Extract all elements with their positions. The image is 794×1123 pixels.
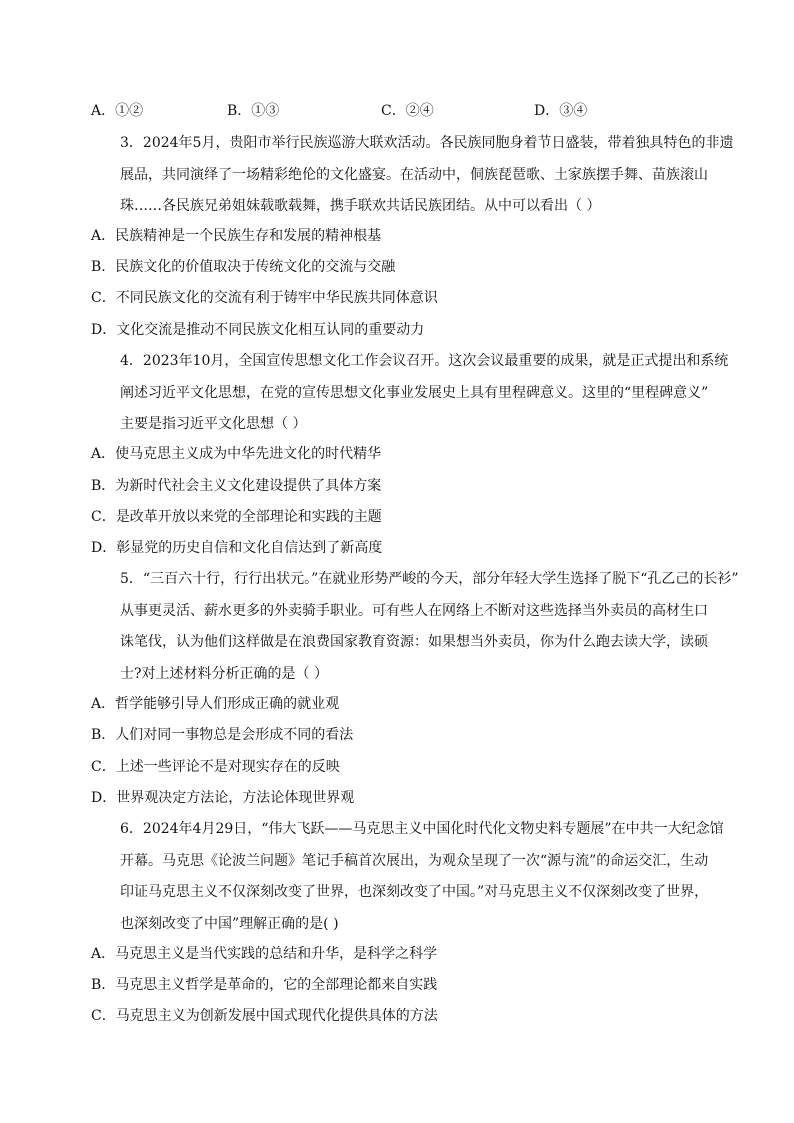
- q4-option-b: B．为新时代社会主义文化建设提供了具体方案: [91, 478, 382, 494]
- option-d: D．③④: [534, 103, 588, 119]
- stem-line: 珠……各民族兄弟姐妹载歌载舞，携手联欢共话民族团结。从中可以看出（ ）: [120, 198, 601, 214]
- stem-line: 6．2024年4月29日，“伟大飞跃——马克思主义中国化时代化文物史料专题展”在中共一大纪念馆: [120, 821, 724, 837]
- stem-line: 印证马克思主义不仅深刻改变了世界，也深刻改变了中国。”对马克思主义不仅深刻改变了世界，: [120, 884, 709, 900]
- q4-option-a: A．使马克思主义成为中华先进文化的时代精华: [91, 446, 382, 462]
- stem-line: 4．2023年10月，全国宣传思想文化工作会议召开。这次会议最重要的成果，就是正式提出和系统: [120, 353, 729, 369]
- stem-line: 也深刻改变了中国”理解正确的是( ): [120, 915, 339, 932]
- q5-option-b: B．人们对同一事物总是会形成不同的看法: [91, 727, 354, 743]
- stem-line: 诛笔伐，认为他们这样做是在浪费国家教育资源：如果想当外卖员，你为什么跑去读大学，读硕: [120, 634, 708, 650]
- question-3-stem: [120, 128, 734, 223]
- stem-line: 阐述习近平文化思想，在党的宣传思想文化事业发展史上具有里程碑意义。这里的“里程碑意义”: [120, 384, 709, 401]
- q6-option-b: B．马克思主义哲学是革命的，它的全部理论都来自实践: [91, 977, 438, 993]
- question-4-stem: [120, 346, 730, 441]
- stem-line: 主要是指习近平文化思想（ ）: [120, 416, 307, 432]
- q4-option-d: D．彰显党的历史自信和文化自信达到了新高度: [91, 540, 383, 556]
- stem-line: 3．2024年5月，贵阳市举行民族巡游大联欢活动。各民族同胞身着节日盛装，带着独具特色的非遗: [120, 135, 734, 151]
- q5-option-a: A．哲学能够引导人们形成正确的就业观: [91, 696, 340, 712]
- q3-option-a: A．民族精神是一个民族生存和发展的精神根基: [91, 228, 382, 244]
- prev-question-options: [91, 100, 711, 120]
- question-6-stem: [120, 814, 730, 940]
- stem-line: 从事更灵活、薪水更多的外卖骑手职业。可有些人在网络上不断对这些选择当外卖员的高材生口: [120, 602, 708, 619]
- option-c: C．②④: [381, 103, 434, 119]
- q4-option-c: C．是改革开放以来党的全部理论和实践的主题: [91, 509, 382, 525]
- q3-option-b: B．民族文化的价值取决于传统文化的交流与交融: [91, 259, 396, 275]
- stem-line: 开幕。马克思《论波兰问题》笔记手稿首次展出，为观众呈现了一次“源与流”的命运交汇，生动: [120, 852, 709, 869]
- stem-line: 士?对上述材料分析正确的是（ ）: [120, 665, 328, 682]
- q3-option-d: D．文化交流是推动不同民族文化相互认同的重要动力: [91, 322, 425, 338]
- q5-option-c: C．上述一些评论不是对现实存在的反映: [91, 759, 340, 775]
- q5-option-d: D．世界观决定方法论，方法论体现世界观: [91, 790, 355, 806]
- q3-option-c: C．不同民族文化的交流有利于铸牢中华民族共同体意识: [91, 290, 438, 306]
- stem-line: 展品，共同演绎了一场精彩绝伦的文化盛宴。在活动中，侗族琵琶歌、土家族摆手舞、苗族滚山: [120, 166, 708, 183]
- question-5-stem: [120, 564, 739, 690]
- option-b: B．①③: [227, 103, 280, 119]
- option-a: A．①②: [91, 103, 144, 119]
- stem-line: 5．“三百六十行，行行出状元。”在就业形势严峻的今天，部分年轻大学生选择了脱下“孔乙己的长衫”: [120, 571, 739, 587]
- q6-option-a: A．马克思主义是当代实践的总结和升华，是科学之科学: [91, 946, 438, 962]
- q6-option-c: C．马克思主义为创新发展中国式现代化提供具体的方法: [91, 1008, 438, 1024]
